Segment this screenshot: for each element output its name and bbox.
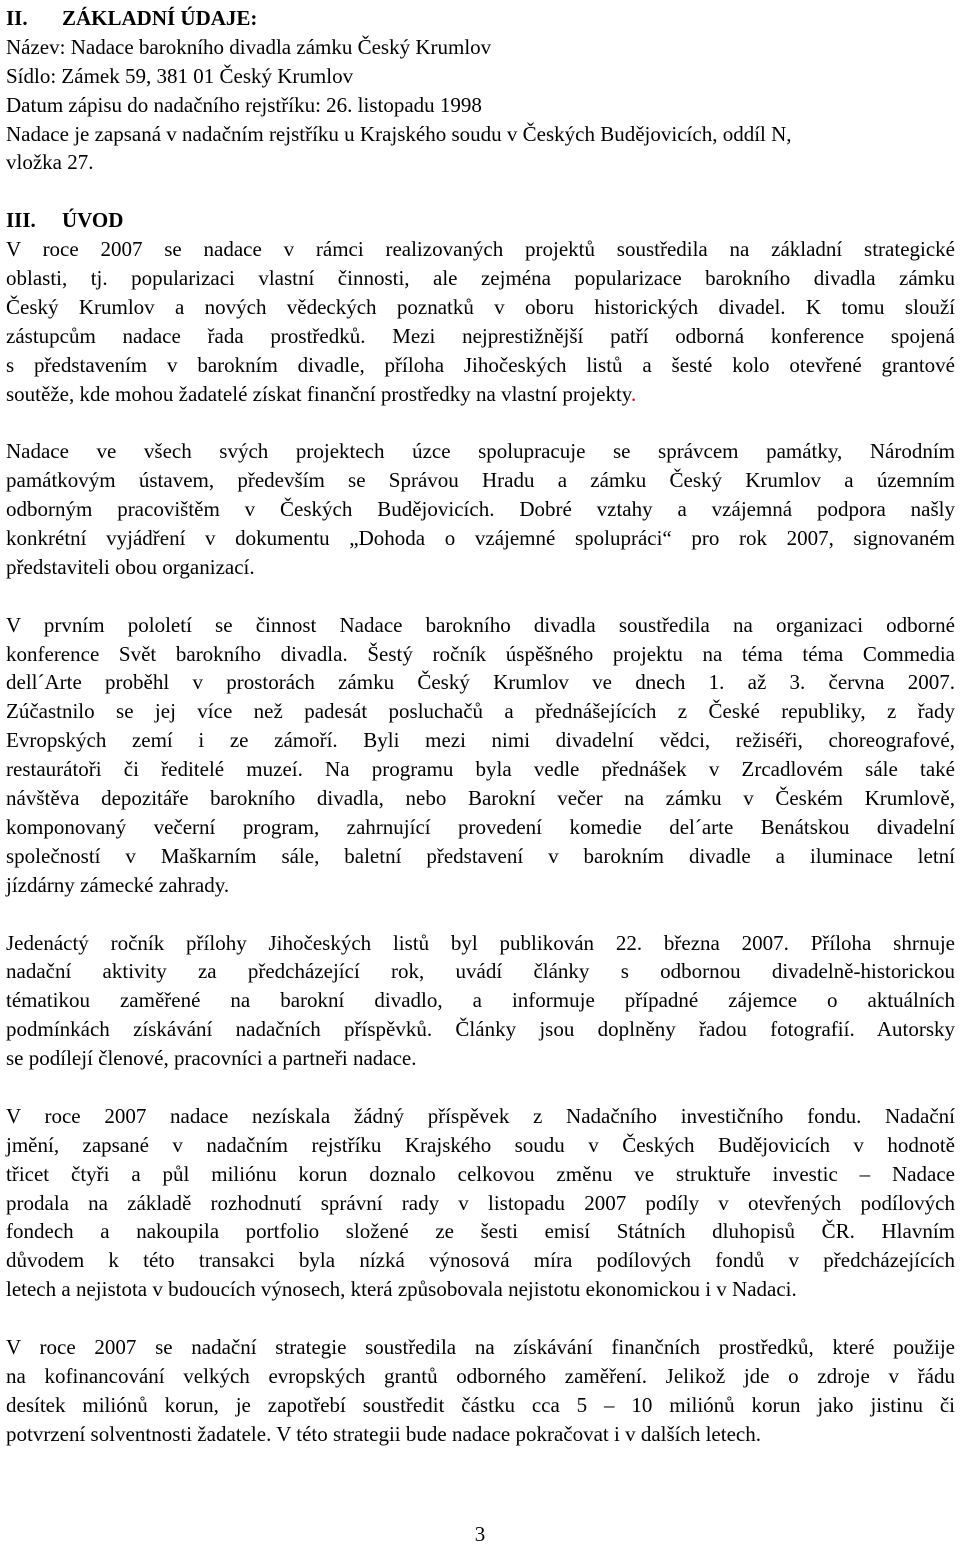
paragraph-line: Jedenáctý ročník přílohy Jihočeských listů byl publikován 22. března 2007. Příloha shrnuje	[6, 930, 955, 955]
section-2-line: Název: Nadace barokního divadla zámku Český Krumlov	[6, 34, 492, 59]
paragraph-line: dell´Arte proběhl v prostorách zámku Český Krumlov ve dnech 1. až 3. června 2007.	[6, 670, 955, 695]
section-2-number: II.	[6, 6, 28, 30]
paragraph-line: důvodem k této transakci byla nízká výnosová míra podílových fondů v předcházejících	[6, 1248, 955, 1273]
paragraph-end-mark: .	[630, 381, 637, 406]
paragraph-line: Český Krumlov a nových vědeckých poznatků v oboru historických divadel. K tomu slouží	[6, 294, 955, 319]
section-2-line: vložka 27.	[6, 150, 94, 175]
paragraph-last-line	[6, 380, 955, 409]
paragraph-last-line-text: soutěže, kde mohou žadatelé získat finanční prostředky na vlastní projekty	[6, 381, 631, 406]
paragraph-line: jmění, zapsané v nadačním rejstříku Krajského soudu v Českých Budějovicích v hodnotě	[6, 1132, 955, 1157]
paragraph-line: desítek miliónů korun, je zapotřebí soustředit částku cca 5 – 10 miliónů korun jako jistinu či	[6, 1392, 955, 1417]
paragraph-last-line: potvrzení solventnosti žadatele. V této strategii bude nadace pokračovat i v dalších letech.	[6, 1421, 761, 1446]
paragraph-last-line: letech a nejistota v budoucích výnosech, která způsobovala nejistotu ekonomickou i v Nadaci.	[6, 1277, 797, 1302]
paragraph-2	[6, 437, 955, 581]
paragraph-line: Nadace ve všech svých projektech úzce spolupracuje se správcem památky, Národním	[6, 439, 955, 464]
paragraph-line: V prvním pololetí se činnost Nadace barokního divadla soustředila na organizaci odborné	[6, 612, 955, 637]
paragraph-line: restaurátoři či ředitelé muzeí. Na programu byla vedle přednášek v Zrcadlovém sále také	[6, 757, 955, 782]
spacer	[6, 1073, 955, 1102]
paragraph-line: návštěva depozitáře barokního divadla, nebo Barokní večer na zámku v Českém Krumlově,	[6, 786, 955, 811]
paragraph-line: na kofinancování velkých evropských grantů odborného zaměření. Jelikož jde o zdroje v řádu	[6, 1363, 955, 1388]
paragraph-line: komponovaný večerní program, zahrnující provedení komedie del´arte Benátskou divadelní	[6, 814, 955, 839]
spacer	[6, 900, 955, 929]
page-number: 3	[474, 1522, 486, 1546]
section-3-number: III.	[6, 208, 36, 233]
paragraph-last-line: představiteli obou organizací.	[6, 554, 255, 579]
paragraph-line: prodala na základě rozhodnutí správní rady v listopadu 2007 podíly v otevřených podílových	[6, 1190, 955, 1215]
spacer	[6, 408, 955, 437]
paragraph-line: podmínkách získávání nadačních příspěvků. Články jsou doplněny řadou fotografií. Autorsky	[6, 1017, 955, 1042]
paragraph-line: nadační aktivity za předcházející rok, uvádí články s odbornou divadelně-historickou	[6, 959, 955, 984]
section-2-line: Sídlo: Zámek 59, 381 01 Český Krumlov	[6, 63, 354, 88]
paragraph-last-line: jízdárny zámecké zahrady.	[6, 872, 230, 897]
paragraph-5	[6, 1102, 955, 1304]
paragraph-line: třicet čtyři a půl miliónu korun doznalo celkovou změnu ve struktuře investic – Nadace	[6, 1161, 955, 1186]
paragraph-line: s představením v barokním divadle, příloha Jihočeských listů a šesté kolo otevřené grantové	[6, 352, 955, 377]
section-2-line: Nadace je zapsaná v nadačním rejstříku u Krajského soudu v Českých Budějovicích, oddíl N,	[6, 121, 792, 146]
paragraph-line: tématikou zaměřené na barokní divadlo, a informuje případné zájemce o aktuálních	[6, 988, 955, 1013]
paragraph-line: V roce 2007 nadace nezískala žádný příspěvek z Nadačního investičního fondu. Nadační	[6, 1103, 955, 1128]
section-3-title: ÚVOD	[62, 208, 124, 233]
paragraph-4	[6, 929, 955, 1073]
paragraph-line: oblasti, tj. popularizaci vlastní činnosti, ale zejména popularizace barokního divadla zámku	[6, 266, 955, 291]
paragraph-line: společností v Maškarním sále, baletní představení v barokním divadle a iluminace letní	[6, 843, 955, 868]
section-2-line: Datum zápisu do nadačního rejstříku: 26. listopadu 1998	[6, 92, 482, 117]
spacer	[6, 1304, 955, 1333]
paragraph-line: V roce 2007 se nadační strategie soustředila na získávání finančních prostředků, které použije	[6, 1334, 955, 1359]
paragraph-line: V roce 2007 se nadace v rámci realizovaných projektů soustředila na základní strategické	[6, 237, 955, 262]
paragraph-1	[6, 235, 955, 408]
paragraph-3	[6, 611, 955, 900]
paragraph-line: fondech a nakoupila portfolio složené ze šesti emisí Státních dluhopisů ČR. Hlavním	[6, 1219, 955, 1244]
document-page	[6, 4, 955, 1449]
paragraph-line: památkovým ústavem, především se Správou Hradu a zámku Český Krumlov a územním	[6, 468, 955, 493]
section-2-title: ZÁKLADNÍ ÚDAJE:	[62, 6, 258, 30]
paragraph-line: Evropských zemí i ze zámoří. Byli mezi nimi divadelní vědci, režiséři, choreografové,	[6, 728, 955, 753]
section-2-heading	[6, 4, 955, 33]
section-3-heading	[6, 206, 955, 235]
paragraph-last-line: se podílejí členové, pracovníci a partneři nadace.	[6, 1046, 417, 1071]
paragraph-line: konference Svět barokního divadla. Šestý ročník úspěšného projektu na téma téma Commedia	[6, 641, 955, 666]
paragraph-line: konkrétní vyjádření v dokumentu „Dohoda o vzájemné spolupráci“ pro rok 2007, signovaném	[6, 526, 955, 551]
spacer	[6, 582, 955, 611]
paragraph-line: odborným pracovištěm v Českých Budějovicích. Dobré vztahy a vzájemná podpora našly	[6, 497, 955, 522]
paragraph-6	[6, 1333, 955, 1449]
spacer	[6, 177, 955, 206]
paragraph-line: Zúčastnilo se jej více než padesát posluchačů a přednášejících z České republiky, z řady	[6, 699, 955, 724]
paragraph-line: zástupcům nadace řada prostředků. Mezi nejprestižnější patří odborná konference spojená	[6, 323, 955, 348]
